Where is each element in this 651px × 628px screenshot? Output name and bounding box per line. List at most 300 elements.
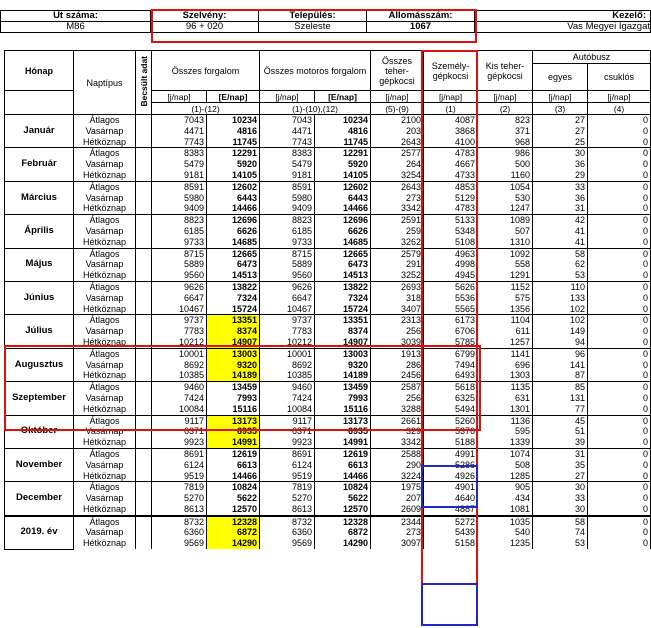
value-cell: 371 (478, 126, 533, 137)
value-cell: 5479 (152, 159, 207, 170)
value-cell: 823 (478, 115, 533, 126)
value-cell: 9923 (260, 437, 315, 448)
value-cell: 102 (533, 304, 588, 315)
value-cell: 42 (533, 215, 588, 226)
value-cell: 14685 (207, 237, 260, 248)
value-cell: 30 (533, 482, 588, 493)
estimated-cell (136, 504, 152, 516)
value-cell: 5622 (207, 493, 260, 504)
value-cell: 8691 (260, 448, 315, 459)
value-cell: 27 (533, 126, 588, 137)
value-cell: 4853 (424, 181, 478, 192)
value-cell: 9117 (260, 415, 315, 426)
header-motor-traffic: Összes motoros forgalom (260, 51, 371, 91)
value-cell: 10234 (207, 115, 260, 126)
value-cell: 36 (533, 193, 588, 204)
value-cell: 4816 (207, 126, 260, 137)
value-cell: 1301 (478, 404, 533, 415)
estimated-cell (136, 259, 152, 270)
value-cell: 5980 (152, 193, 207, 204)
value-cell: 3254 (371, 170, 424, 181)
estimated-cell (136, 348, 152, 359)
daytype-cell: Átlagos (74, 115, 136, 126)
header-total-traffic: Összes forgalom (152, 51, 260, 91)
table-row (5, 538, 651, 549)
value-cell: 2643 (371, 137, 424, 148)
value-cell: 9733 (260, 237, 315, 248)
value-cell: 1092 (478, 248, 533, 259)
value-cell: 273 (371, 193, 424, 204)
estimated-cell (136, 493, 152, 504)
operator-value: Vas Megyei Igazgat (475, 22, 651, 33)
estimated-cell (136, 293, 152, 304)
daytype-cell: Hétköznap (74, 538, 136, 549)
daytype-cell: Átlagos (74, 348, 136, 359)
value-cell: 0 (588, 215, 651, 226)
value-cell: 39 (533, 437, 588, 448)
value-cell: 6173 (424, 315, 478, 326)
value-cell: 1913 (371, 348, 424, 359)
month-label: Június (5, 281, 74, 314)
value-cell: 10084 (260, 404, 315, 415)
table-row (5, 437, 651, 448)
value-cell: 3097 (371, 538, 424, 549)
estimated-cell (136, 126, 152, 137)
value-cell: 12291 (315, 148, 371, 159)
value-cell: 13459 (207, 382, 260, 393)
table-row (5, 148, 651, 159)
daytype-cell: Vasárnap (74, 460, 136, 471)
value-cell: 2587 (371, 382, 424, 393)
value-cell: 286 (371, 360, 424, 371)
value-cell: 2591 (371, 215, 424, 226)
value-cell: 0 (588, 404, 651, 415)
value-cell: 4783 (424, 148, 478, 159)
value-cell: 6325 (424, 393, 478, 404)
month-label: 2019. év (5, 516, 74, 549)
value-cell: 290 (371, 460, 424, 471)
value-cell: 11745 (207, 137, 260, 148)
value-cell: 611 (478, 326, 533, 337)
daytype-cell: Hétköznap (74, 404, 136, 415)
value-cell: 6124 (152, 460, 207, 471)
daytype-cell: Átlagos (74, 382, 136, 393)
value-cell: 1136 (478, 415, 533, 426)
estimated-cell (136, 226, 152, 237)
value-cell: 0 (588, 170, 651, 181)
estimated-cell (136, 193, 152, 204)
value-cell: 0 (588, 460, 651, 471)
value-cell: 4816 (315, 126, 371, 137)
value-cell: 7494 (424, 360, 478, 371)
value-cell: 13003 (207, 348, 260, 359)
value-cell: 6626 (315, 226, 371, 237)
table-row (5, 348, 651, 359)
traffic-table (4, 50, 651, 550)
daytype-cell: Hétköznap (74, 170, 136, 181)
value-cell: 6360 (260, 527, 315, 538)
value-cell: 15724 (315, 304, 371, 315)
value-cell: 264 (371, 159, 424, 170)
value-cell: 575 (478, 293, 533, 304)
value-cell: 5479 (260, 159, 315, 170)
value-cell: 273 (371, 527, 424, 538)
value-cell: 7324 (207, 293, 260, 304)
value-cell: 318 (371, 293, 424, 304)
value-cell: 7424 (260, 393, 315, 404)
value-cell: 7743 (152, 137, 207, 148)
value-cell: 149 (533, 326, 588, 337)
value-cell: 10212 (152, 337, 207, 348)
value-cell: 1310 (478, 237, 533, 248)
value-cell: 558 (478, 259, 533, 270)
month-label: Október (5, 415, 74, 448)
table-row (5, 215, 651, 226)
value-cell: 6371 (260, 426, 315, 437)
value-cell: 5626 (424, 281, 478, 292)
value-cell: 2344 (371, 516, 424, 528)
value-cell: 6185 (152, 226, 207, 237)
value-cell: 3342 (371, 437, 424, 448)
unit-header: [j/nap] (478, 91, 533, 103)
estimated-cell (136, 248, 152, 259)
value-cell: 291 (371, 259, 424, 270)
table-row (5, 203, 651, 214)
road-number-value: M86 (1, 22, 151, 33)
value-cell: 5889 (152, 259, 207, 270)
value-cell: 62 (533, 259, 588, 270)
value-cell: 5348 (424, 226, 478, 237)
value-cell: 9320 (207, 360, 260, 371)
month-label: November (5, 448, 74, 481)
header-bus-articulated: csuklós (588, 64, 651, 91)
value-cell: 4945 (424, 270, 478, 281)
header-trucks: Összes teher-gépkocsi (371, 51, 424, 91)
table-row (5, 415, 651, 426)
value-cell: 1104 (478, 315, 533, 326)
value-cell: 94 (533, 337, 588, 348)
table-row (5, 137, 651, 148)
daytype-cell: Vasárnap (74, 193, 136, 204)
value-cell: 0 (588, 203, 651, 214)
code-header: (3) (533, 103, 588, 115)
value-cell: 6443 (207, 193, 260, 204)
value-cell: 102 (533, 315, 588, 326)
value-cell: 12696 (315, 215, 371, 226)
value-cell: 45 (533, 415, 588, 426)
value-cell: 9626 (152, 281, 207, 292)
value-cell: 203 (371, 126, 424, 137)
code-header: (1)-(12) (152, 103, 260, 115)
value-cell: 3342 (371, 203, 424, 214)
value-cell: 15724 (207, 304, 260, 315)
value-cell: 3407 (371, 304, 424, 315)
value-cell: 5270 (152, 493, 207, 504)
estimated-cell (136, 270, 152, 281)
value-cell: 4998 (424, 259, 478, 270)
table-row (5, 226, 651, 237)
table-row (5, 126, 651, 137)
daytype-cell: Vasárnap (74, 527, 136, 538)
daytype-cell: Átlagos (74, 415, 136, 426)
value-cell: 5286 (424, 460, 478, 471)
value-cell: 0 (588, 382, 651, 393)
estimated-cell (136, 527, 152, 538)
value-cell: 0 (588, 259, 651, 270)
value-cell: 30 (533, 148, 588, 159)
value-cell: 6443 (315, 193, 371, 204)
table-row (5, 360, 651, 371)
value-cell: 5785 (424, 337, 478, 348)
table-row (5, 448, 651, 459)
value-cell: 96 (533, 348, 588, 359)
value-cell: 2313 (371, 315, 424, 326)
value-cell: 9519 (260, 471, 315, 482)
value-cell: 13459 (315, 382, 371, 393)
value-cell: 0 (588, 360, 651, 371)
value-cell: 1141 (478, 348, 533, 359)
table-row (5, 382, 651, 393)
value-cell: 3039 (371, 337, 424, 348)
value-cell: 0 (588, 126, 651, 137)
daytype-cell: Hétköznap (74, 203, 136, 214)
value-cell: 53 (533, 538, 588, 549)
month-label: Július (5, 315, 74, 348)
daytype-cell: Átlagos (74, 181, 136, 192)
value-cell: 12570 (315, 504, 371, 516)
value-cell: 58 (533, 516, 588, 528)
value-cell: 1247 (478, 203, 533, 214)
estimated-cell (136, 304, 152, 315)
table-row (5, 460, 651, 471)
value-cell: 5920 (207, 159, 260, 170)
header-cars: Személy-gépkocsi (424, 51, 478, 91)
estimated-cell (136, 404, 152, 415)
unit-header: [j/nap] (260, 91, 315, 103)
table-row (5, 504, 651, 516)
table-row (5, 393, 651, 404)
value-cell: 0 (588, 270, 651, 281)
value-cell: 4926 (424, 471, 478, 482)
value-cell: 0 (588, 226, 651, 237)
value-cell: 1303 (478, 370, 533, 381)
daytype-cell: Vasárnap (74, 493, 136, 504)
value-cell: 12291 (207, 148, 260, 159)
table-row (5, 471, 651, 482)
table-row (5, 516, 651, 528)
value-cell: 0 (588, 393, 651, 404)
estimated-cell (136, 415, 152, 426)
value-cell: 14290 (207, 538, 260, 549)
estimated-cell (136, 538, 152, 549)
value-cell: 8823 (260, 215, 315, 226)
daytype-cell: Átlagos (74, 516, 136, 528)
code-header: (4) (588, 103, 651, 115)
value-cell: 1152 (478, 281, 533, 292)
value-cell: 2100 (371, 115, 424, 126)
value-cell: 14466 (315, 471, 371, 482)
value-cell: 1074 (478, 448, 533, 459)
header-light-trucks: Kis teher-gépkocsi (478, 51, 533, 91)
value-cell: 6872 (315, 527, 371, 538)
value-cell: 696 (478, 360, 533, 371)
value-cell: 0 (588, 538, 651, 549)
table-row (5, 115, 651, 126)
value-cell: 14991 (315, 437, 371, 448)
value-cell: 10001 (260, 348, 315, 359)
value-cell: 4087 (424, 115, 478, 126)
value-cell: 10084 (152, 404, 207, 415)
daytype-cell: Hétköznap (74, 304, 136, 315)
daytype-cell: Hétköznap (74, 437, 136, 448)
value-cell: 7993 (207, 393, 260, 404)
value-cell: 9181 (152, 170, 207, 181)
month-label: Január (5, 115, 74, 148)
daytype-cell: Átlagos (74, 315, 136, 326)
daytype-cell: Vasárnap (74, 326, 136, 337)
estimated-cell (136, 115, 152, 126)
value-cell: 27 (533, 471, 588, 482)
value-cell: 31 (533, 203, 588, 214)
daytype-cell: Átlagos (74, 248, 136, 259)
value-cell: 9460 (260, 382, 315, 393)
header-bus-single: egyes (533, 64, 588, 91)
estimated-cell (136, 237, 152, 248)
value-cell: 8613 (152, 504, 207, 516)
value-cell: 4471 (152, 126, 207, 137)
estimated-cell (136, 516, 152, 528)
value-cell: 10467 (260, 304, 315, 315)
value-cell: 14466 (315, 203, 371, 214)
value-cell: 14290 (315, 538, 371, 549)
value-cell: 33 (533, 181, 588, 192)
table-row (5, 259, 651, 270)
table-row (5, 170, 651, 181)
value-cell: 8692 (260, 360, 315, 371)
table-row (5, 270, 651, 281)
value-cell: 8374 (207, 326, 260, 337)
code-header: (5)-(9) (371, 103, 424, 115)
value-cell: 256 (371, 326, 424, 337)
value-cell: 329 (371, 426, 424, 437)
value-cell: 5889 (260, 259, 315, 270)
value-cell: 508 (478, 460, 533, 471)
value-cell: 2577 (371, 148, 424, 159)
value-cell: 6185 (260, 226, 315, 237)
value-cell: 8591 (152, 181, 207, 192)
value-cell: 9560 (260, 270, 315, 281)
value-cell: 9409 (152, 203, 207, 214)
value-cell: 9737 (260, 315, 315, 326)
value-cell: 6360 (152, 527, 207, 538)
estimated-cell (136, 448, 152, 459)
header-daytype: Naptípus (74, 51, 136, 115)
value-cell: 14685 (315, 237, 371, 248)
value-cell: 2661 (371, 415, 424, 426)
daytype-cell: Vasárnap (74, 226, 136, 237)
value-cell: 7743 (260, 137, 315, 148)
value-cell: 9117 (152, 415, 207, 426)
value-cell: 30 (533, 504, 588, 516)
value-cell: 5108 (424, 237, 478, 248)
month-label: Február (5, 148, 74, 181)
value-cell: 6371 (152, 426, 207, 437)
value-cell: 7043 (260, 115, 315, 126)
unit-header: [j/nap] (424, 91, 478, 103)
value-cell: 13351 (207, 315, 260, 326)
value-cell: 507 (478, 226, 533, 237)
estimated-cell (136, 426, 152, 437)
value-cell: 9737 (152, 315, 207, 326)
value-cell: 986 (478, 148, 533, 159)
value-cell: 1291 (478, 270, 533, 281)
value-cell: 3262 (371, 237, 424, 248)
value-cell: 2579 (371, 248, 424, 259)
table-row (5, 281, 651, 292)
value-cell: 36 (533, 159, 588, 170)
table-row (5, 326, 651, 337)
value-cell: 12570 (207, 504, 260, 516)
value-cell: 0 (588, 248, 651, 259)
table-row (5, 304, 651, 315)
month-label: December (5, 482, 74, 516)
value-cell: 4901 (424, 482, 478, 493)
month-label: Szeptember (5, 382, 74, 415)
daytype-cell: Hétköznap (74, 137, 136, 148)
value-cell: 530 (478, 193, 533, 204)
value-cell: 14907 (207, 337, 260, 348)
daytype-cell: Hétköznap (74, 370, 136, 381)
value-cell: 6613 (315, 460, 371, 471)
value-cell: 0 (588, 448, 651, 459)
value-cell: 8383 (152, 148, 207, 159)
value-cell: 5129 (424, 193, 478, 204)
value-cell: 13173 (315, 415, 371, 426)
value-cell: 6626 (207, 226, 260, 237)
estimated-cell (136, 382, 152, 393)
value-cell: 2693 (371, 281, 424, 292)
value-cell: 0 (588, 304, 651, 315)
value-cell: 1081 (478, 504, 533, 516)
daytype-cell: Vasárnap (74, 393, 136, 404)
value-cell: 5622 (315, 493, 371, 504)
value-cell: 6473 (315, 259, 371, 270)
value-cell: 9320 (315, 360, 371, 371)
value-cell: 3288 (371, 404, 424, 415)
table-row (5, 237, 651, 248)
value-cell: 968 (478, 137, 533, 148)
value-cell: 500 (478, 159, 533, 170)
daytype-cell: Vasárnap (74, 126, 136, 137)
value-cell: 14513 (315, 270, 371, 281)
value-cell: 4887 (424, 504, 478, 516)
value-cell: 0 (588, 181, 651, 192)
station-info-table (0, 10, 651, 33)
value-cell: 1285 (478, 471, 533, 482)
code-header: (2) (478, 103, 533, 115)
table-row (5, 482, 651, 493)
estimated-cell (136, 370, 152, 381)
value-cell: 2588 (371, 448, 424, 459)
blue-frame-year (421, 583, 478, 626)
value-cell: 13173 (207, 415, 260, 426)
estimated-cell (136, 315, 152, 326)
value-cell: 9569 (260, 538, 315, 549)
value-cell: 8732 (260, 516, 315, 528)
estimated-cell (136, 159, 152, 170)
traffic-table-body (5, 115, 651, 550)
value-cell: 14189 (315, 370, 371, 381)
